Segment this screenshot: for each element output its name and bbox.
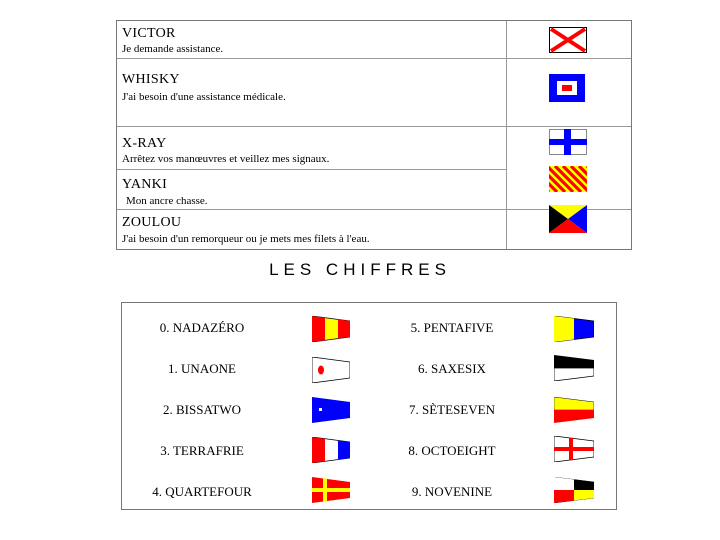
number-label-left: 2. BISSATWO: [162, 402, 241, 417]
letter-name: ZOULOU: [122, 215, 182, 230]
pennant-two-icon: [312, 397, 350, 423]
letter-name: WHISKY: [122, 72, 180, 87]
number-label-left: 0. NADAZÉRO: [159, 320, 245, 335]
letter-row-yanki: [117, 169, 631, 209]
section-title: LES CHIFFRES: [269, 260, 451, 279]
number-label-left: 4. QUARTEFOUR: [152, 484, 252, 499]
letter-row-xray: [117, 127, 631, 169]
letter-name: YANKI: [122, 177, 168, 192]
letter-text-cell: [117, 21, 507, 58]
pennant-nine-icon: [554, 477, 594, 503]
pennant-five-icon: [554, 316, 594, 342]
letter-text-cell: [117, 59, 507, 126]
yankee-flag-icon: [549, 166, 587, 192]
letter-row-whisky: [117, 59, 631, 127]
letter-desc: Je demande assistance.: [122, 43, 224, 55]
number-label-right: 7. SÈTESEVEN: [409, 402, 495, 417]
letter-row-zoulou: [117, 209, 631, 249]
number-label-left: 3. TERRAFRIE: [160, 443, 244, 458]
flag-cell: [507, 210, 631, 249]
flag-cell: [507, 21, 631, 58]
letters-table: [116, 20, 632, 250]
letter-name: X-RAY: [122, 136, 167, 151]
pennant-seven-icon: [554, 397, 594, 423]
whisky-flag-icon: [549, 74, 585, 102]
flag-cell: [507, 127, 631, 169]
letter-desc: J'ai besoin d'une assistance médicale.: [122, 91, 286, 103]
victor-flag-icon: [549, 27, 587, 53]
numbers-table: [121, 302, 617, 510]
zulu-flag-icon: [549, 205, 587, 233]
flag-cell: [507, 169, 631, 209]
pennant-six-icon: [554, 355, 594, 381]
pennant-eight-icon: [554, 436, 594, 462]
xray-flag-icon: [549, 129, 587, 155]
number-label-right: 9. NOVENINE: [411, 484, 493, 499]
letter-row-victor: [117, 21, 631, 59]
number-row-2: [122, 388, 616, 429]
number-row-3: [122, 429, 616, 470]
letter-text-cell: [117, 169, 507, 209]
pennant-zero-icon: [312, 316, 350, 342]
number-label-right: 6. SAXESIX: [418, 361, 486, 376]
letter-text-cell: [117, 210, 507, 249]
number-row-1: [122, 347, 616, 388]
number-row-0: [122, 306, 616, 347]
letter-desc: J'ai besoin d'un remorqueur ou je mets mes filets à l'eau.: [122, 233, 370, 245]
pennant-three-icon: [312, 437, 350, 463]
letter-desc: Mon ancre chasse.: [126, 195, 208, 207]
pennant-four-icon: [312, 477, 350, 503]
number-label-right: 8. OCTOEIGHT: [408, 443, 496, 458]
letter-name: VICTOR: [122, 26, 176, 41]
flag-cell: [507, 59, 631, 126]
number-label-left: 1. UNAONE: [168, 361, 236, 376]
letter-desc: Arrêtez vos manœuvres et veillez mes signaux.: [122, 153, 330, 165]
pennant-one-icon: [312, 357, 350, 383]
letter-text-cell: [117, 127, 507, 169]
number-label-right: 5. PENTAFIVE: [410, 320, 494, 335]
number-row-4: [122, 470, 616, 511]
